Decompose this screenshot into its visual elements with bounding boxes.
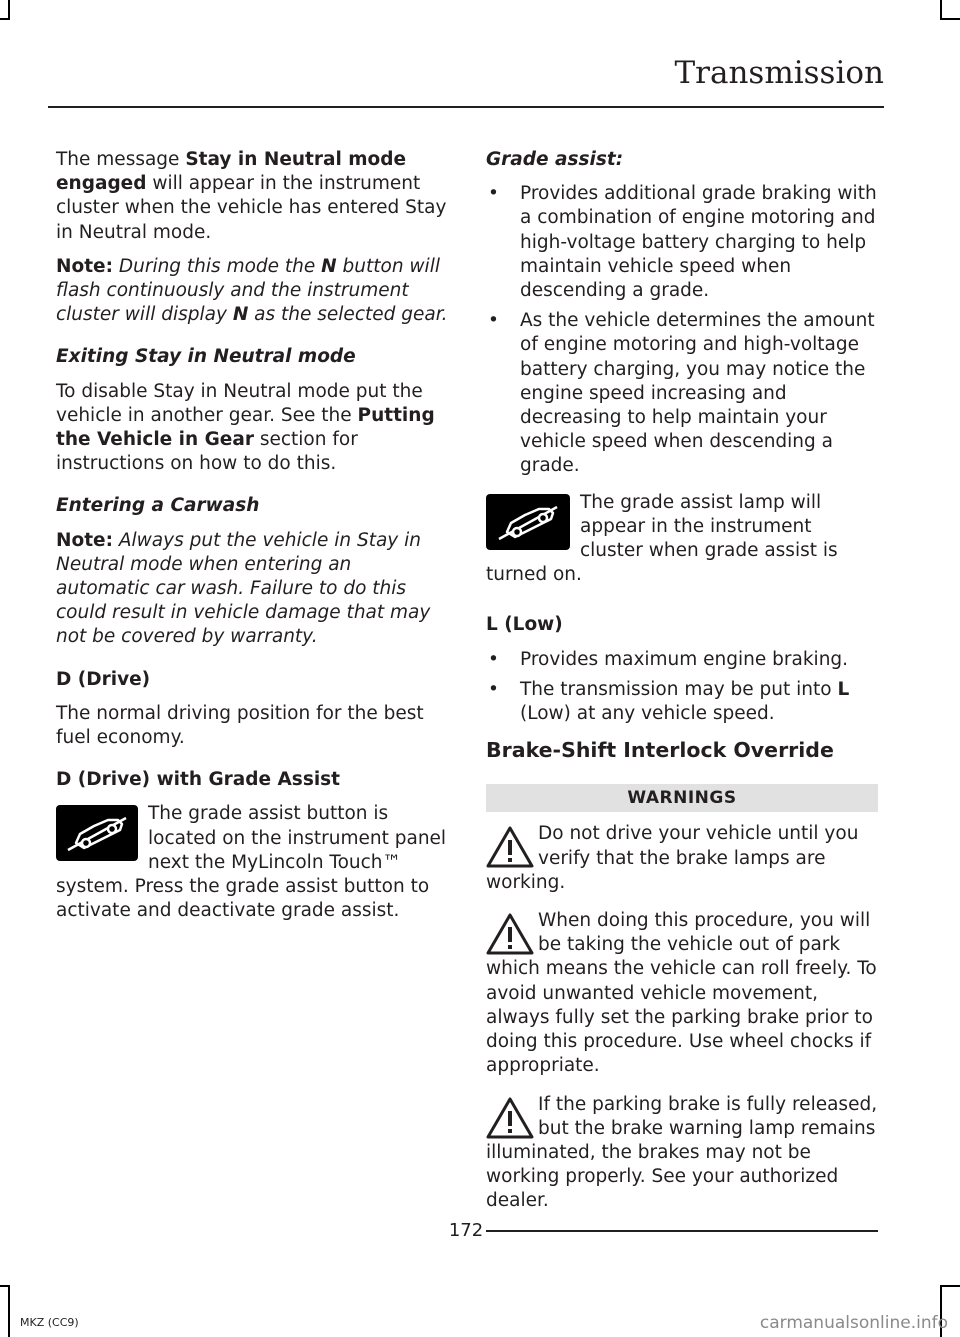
list-item: • As the vehicle determines the amount of engine motoring and high-voltage battery charging, you may notice the engine speed increasing and decreasing to help maintain your vehicle speed when descending a grade. xyxy=(486,309,878,478)
crop-mark xyxy=(940,0,942,20)
text: section for instructions on how to do this. xyxy=(56,429,358,475)
note-label: Note: xyxy=(56,529,113,551)
exiting-paragraph xyxy=(56,380,448,477)
text: The transmission may be put into xyxy=(520,678,838,700)
gear-letter: N xyxy=(321,255,337,277)
list-item: • Provides maximum engine braking. xyxy=(486,648,878,672)
list-item: • Provides additional grade braking with a combination of engine motoring and high-voltage battery charging to help maintain vehicle speed when descending a grade. xyxy=(486,182,878,303)
text: The message xyxy=(56,149,186,170)
grade-assist-drive-heading: D (Drive) with Grade Assist xyxy=(56,769,341,791)
warning-item xyxy=(486,822,878,895)
warnings-header: WARNINGS xyxy=(486,784,878,812)
grade-assist-lamp-icon xyxy=(486,494,570,550)
grade-assist-lamp-block xyxy=(486,491,878,588)
page-title: Transmission xyxy=(674,55,884,91)
crop-mark xyxy=(0,1285,10,1287)
text: will appear in the instrument cluster when the vehicle has entered Stay in Neutral mode. xyxy=(56,173,447,243)
crop-mark xyxy=(8,0,10,20)
warning-item xyxy=(486,909,878,1078)
list-item xyxy=(486,678,878,726)
header-rule xyxy=(48,106,884,108)
model-code: MKZ (CC9) xyxy=(20,1316,79,1329)
text: Always put the vehicle in Stay in Neutral mode when entering an automatic car wash. Failure to do this could result in vehicle damage that may not be covered by warranty. xyxy=(56,529,431,648)
text: To disable Stay in Neutral mode put the vehicle in another gear. See the xyxy=(56,380,423,426)
text: button will flash continuously and the instrument cluster will display xyxy=(56,255,440,326)
gear-letter: N xyxy=(232,304,249,326)
grade-assist-heading: Grade assist: xyxy=(486,149,624,170)
brake-shift-interlock-heading: Brake-Shift Interlock Override xyxy=(486,738,834,763)
stay-neutral-message-paragraph xyxy=(56,148,448,245)
warning-triangle-icon xyxy=(486,824,536,870)
grade-assist-button-block xyxy=(56,802,448,923)
text: (Low) at any vehicle speed. xyxy=(520,703,775,725)
warning-text: If the parking brake is fully released, but the brake warning lamp remains illuminated, the brakes may not be working properly. See your authorized dealer. xyxy=(486,1093,878,1212)
crop-mark xyxy=(940,1285,960,1287)
grade-assist-button-text: The grade assist button is located on the instrument panel next the MyLincoln Touch™ system. Press the grade assist button to activate and deactivate grade assist. xyxy=(56,803,447,922)
drive-heading: D (Drive) xyxy=(56,668,151,690)
warning-text: When doing this procedure, you will be taking the vehicle out of park which means the vehicle can roll freely. To avoid unwanted vehicle movement, always fully set the parking brake prior to doing this procedure. Use wheel chocks if appropriate. xyxy=(486,910,877,1077)
exiting-heading: Exiting Stay in Neutral mode xyxy=(56,346,356,368)
low-heading: L (Low) xyxy=(486,614,563,636)
gear-letter: L xyxy=(837,678,850,700)
text: as the selected gear. xyxy=(248,304,448,326)
drive-paragraph: The normal driving position for the best fuel economy. xyxy=(56,702,424,749)
warning-text: Do not drive your vehicle until you verify that the brake lamps are working. xyxy=(486,823,859,893)
right-column xyxy=(486,148,878,1232)
warning-item xyxy=(486,1093,878,1214)
message-name: Stay in Neutral mode engaged xyxy=(56,149,407,195)
crop-mark xyxy=(8,1285,10,1337)
carwash-heading: Entering a Carwash xyxy=(56,495,260,517)
text: During this mode the xyxy=(112,255,322,277)
carwash-note xyxy=(56,529,448,650)
page-number: 172 xyxy=(448,1220,484,1241)
crop-mark xyxy=(0,18,10,20)
low-list xyxy=(486,648,878,727)
grade-assist-list xyxy=(486,182,878,478)
note-paragraph xyxy=(56,255,448,328)
section-reference: Putting the Vehicle in Gear xyxy=(56,404,435,451)
note-label: Note: xyxy=(56,255,113,277)
grade-assist-icon xyxy=(56,805,138,861)
warning-triangle-icon xyxy=(486,1095,536,1141)
warning-triangle-icon xyxy=(486,911,536,957)
watermark: carmanualsonline.info xyxy=(759,1313,948,1333)
crop-mark xyxy=(940,18,960,20)
left-column xyxy=(56,148,448,923)
grade-assist-lamp-text: The grade assist lamp will appear in the instrument cluster when grade assist is turned on. xyxy=(486,491,838,586)
